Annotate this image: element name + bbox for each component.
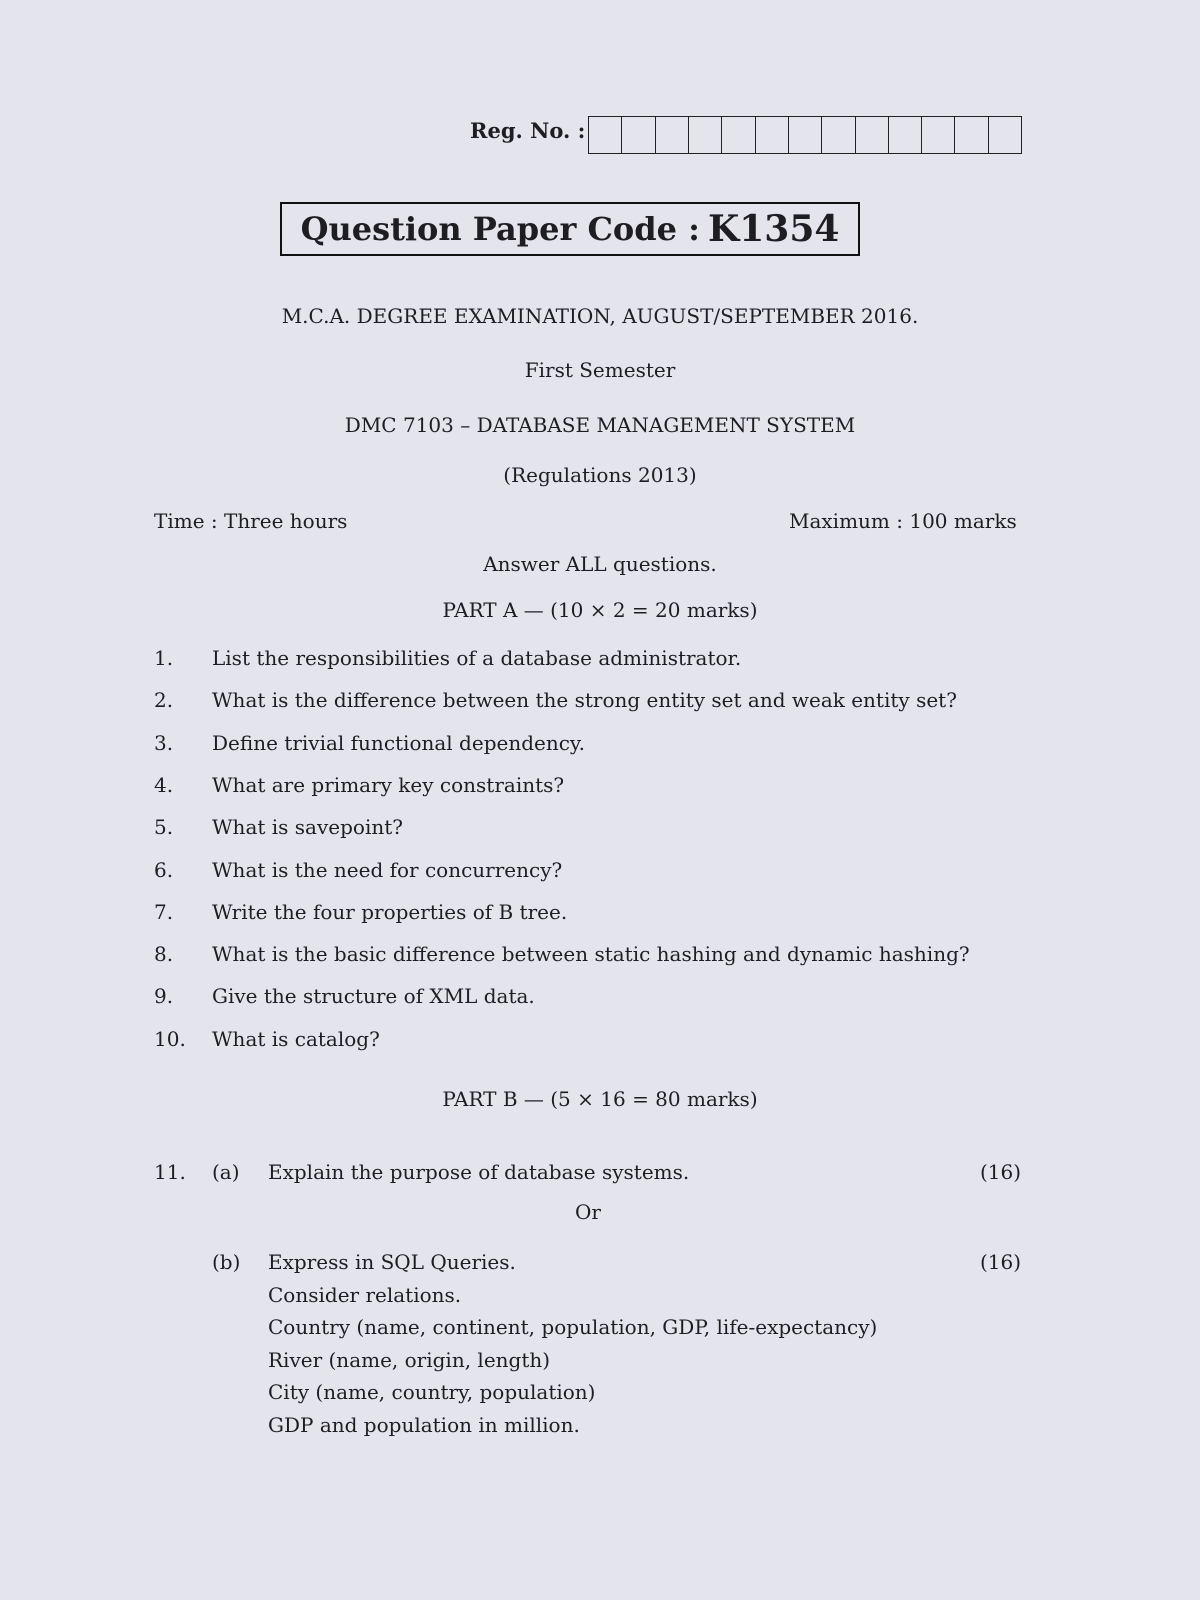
question-text: What is the need for concurrency?	[212, 858, 563, 882]
reg-no-boxes[interactable]	[588, 116, 1022, 154]
question-marks: (16)	[980, 1250, 1022, 1274]
question-number: 3.	[154, 731, 174, 755]
code-value: K1354	[707, 208, 840, 250]
semester: First Semester	[524, 358, 676, 382]
reg-no-digit-box[interactable]	[656, 117, 689, 153]
question-text: What is the difference between the strong entity set and weak entity set?	[212, 688, 957, 712]
question-number: 6.	[154, 858, 174, 882]
reg-no-digit-box[interactable]	[722, 117, 755, 153]
question-number: 4.	[154, 773, 174, 797]
question-text-line: GDP and population in million.	[268, 1413, 580, 1437]
reg-no-digit-box[interactable]	[689, 117, 722, 153]
question-number: 9.	[154, 984, 174, 1008]
question-number: 1.	[154, 646, 174, 670]
reg-no-digit-box[interactable]	[922, 117, 955, 153]
question-text-line: City (name, country, population)	[268, 1380, 596, 1404]
question-text-line: River (name, origin, length)	[268, 1348, 551, 1372]
question-text: List the responsibilities of a database administrator.	[212, 646, 742, 670]
sub-question-label: (a)	[212, 1160, 240, 1184]
question-paper-code-box	[280, 202, 860, 256]
question-number: 11.	[154, 1160, 186, 1184]
reg-no-digit-box[interactable]	[989, 117, 1021, 153]
reg-no-digit-box[interactable]	[955, 117, 988, 153]
reg-no-digit-box[interactable]	[856, 117, 889, 153]
question-text: What are primary key constraints?	[212, 773, 565, 797]
question-text: Write the four properties of B tree.	[212, 900, 568, 924]
part-b-heading: PART B — (5 × 16 = 80 marks)	[442, 1087, 758, 1111]
instruction: Answer ALL questions.	[483, 552, 717, 576]
reg-no-digit-box[interactable]	[756, 117, 789, 153]
part-a-heading: PART A — (10 × 2 = 20 marks)	[442, 598, 758, 622]
reg-no-digit-box[interactable]	[889, 117, 922, 153]
question-number: 7.	[154, 900, 174, 924]
question-number: 5.	[154, 815, 174, 839]
code-label: Question Paper Code :	[300, 210, 700, 248]
question-text-line: Express in SQL Queries.	[268, 1250, 516, 1274]
time-allowed: Time : Three hours	[154, 509, 348, 533]
question-text-line: Country (name, continent, population, GDP, life-expectancy)	[268, 1315, 878, 1339]
maximum-marks: Maximum : 100 marks	[789, 509, 1017, 533]
reg-no-digit-box[interactable]	[789, 117, 822, 153]
exam-title: M.C.A. DEGREE EXAMINATION, AUGUST/SEPTEMBER 2016.	[281, 304, 919, 328]
subject: DMC 7103 – DATABASE MANAGEMENT SYSTEM	[344, 413, 856, 437]
question-text-line: Consider relations.	[268, 1283, 462, 1307]
question-text: Define trivial functional dependency.	[212, 731, 585, 755]
question-text: Explain the purpose of database systems.	[268, 1160, 690, 1184]
question-marks: (16)	[980, 1160, 1022, 1184]
reg-no-digit-box[interactable]	[589, 117, 622, 153]
question-number: 8.	[154, 942, 174, 966]
reg-no-digit-box[interactable]	[622, 117, 655, 153]
question-text: What is savepoint?	[212, 815, 403, 839]
question-number: 10.	[154, 1027, 186, 1051]
question-text: What is the basic difference between static hashing and dynamic hashing?	[212, 942, 970, 966]
question-number: 2.	[154, 688, 174, 712]
reg-no-label: Reg. No. :	[470, 118, 586, 143]
or-separator: Or	[575, 1200, 601, 1224]
question-text: What is catalog?	[212, 1027, 380, 1051]
reg-no-digit-box[interactable]	[822, 117, 855, 153]
regulations: (Regulations 2013)	[503, 463, 697, 487]
sub-question-label: (b)	[212, 1250, 241, 1274]
question-text: Give the structure of XML data.	[212, 984, 535, 1008]
